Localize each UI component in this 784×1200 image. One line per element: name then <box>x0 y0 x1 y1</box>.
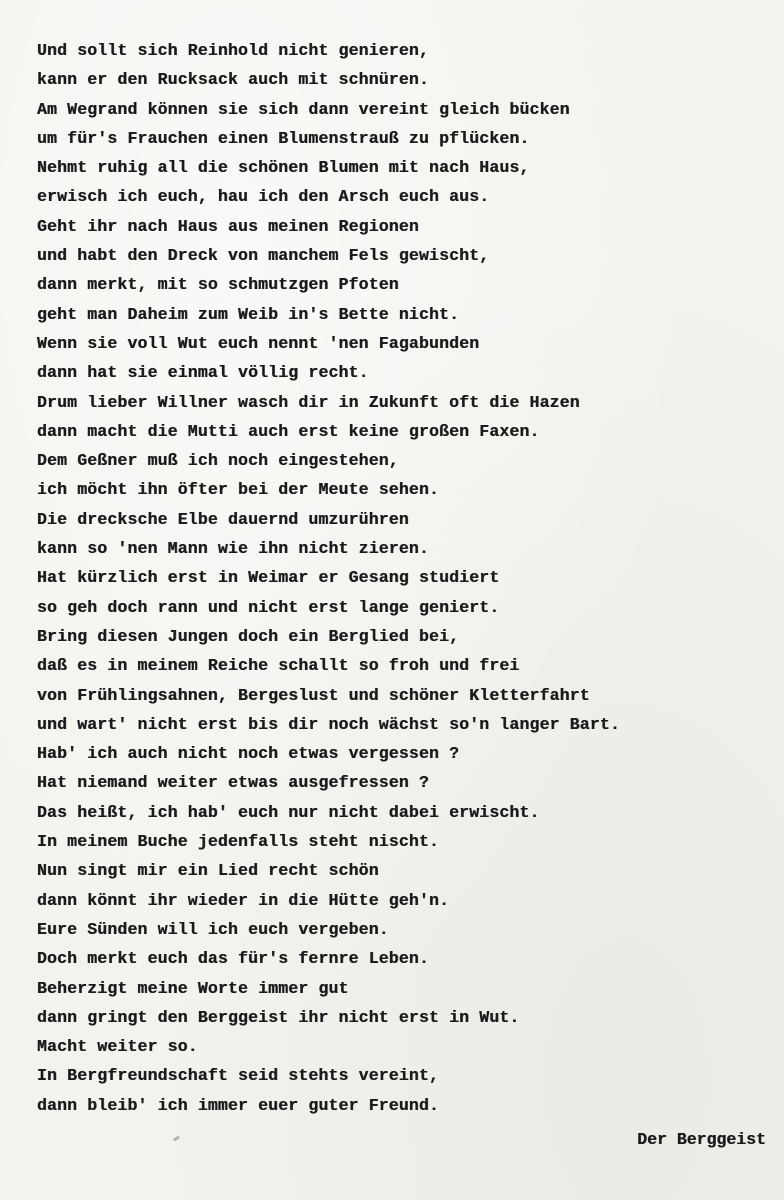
signature: Der Berggeist <box>637 1130 766 1149</box>
poem-line: Und sollt sich Reinhold nicht genieren, <box>37 41 430 60</box>
poem-line: Eure Sünden will ich euch vergeben. <box>37 919 389 939</box>
poem-line: Wenn sie voll Wut euch nennt 'nen Fagabunden <box>37 333 480 353</box>
poem-line: von Frühlingsahnen, Bergeslust und schöner Kletterfahrt <box>37 685 590 705</box>
poem-line: Nun singt mir ein Lied recht schön <box>37 861 379 881</box>
poem-line: ich möcht ihn öfter bei der Meute sehen. <box>37 480 440 500</box>
poem-line: Nehmt ruhig all die schönen Blumen mit nach Haus, <box>37 158 530 178</box>
poem-line: In Bergfreundschaft seid stehts vereint, <box>37 1066 440 1086</box>
poem-line: Hat niemand weiter etwas ausgefressen ? <box>37 773 430 793</box>
poem-line: kann so 'nen Mann wie ihn nicht zieren. <box>37 539 430 559</box>
poem-line: Geht ihr nach Haus aus meinen Regionen <box>37 216 419 236</box>
poem-line: dann gringt den Berggeist ihr nicht erst in Wut. <box>37 1007 520 1027</box>
poem-line: Bring diesen Jungen doch ein Berglied bei, <box>37 626 460 646</box>
poem-line: Beherzigt meine Worte immer gut <box>37 978 349 998</box>
poem-line: dann merkt, mit so schmutzgen Pfoten <box>37 275 399 295</box>
poem-line: In meinem Buche jedenfalls steht nischt. <box>37 832 440 852</box>
poem-line: Hab' ich auch nicht noch etwas vergessen ? <box>37 744 460 764</box>
poem-line: um für's Frauchen einen Blumenstrauß zu pflücken. <box>37 128 530 148</box>
poem-line: geht man Daheim zum Weib in's Bette nicht. <box>37 304 460 324</box>
poem-line: und wart' nicht erst bis dir noch wächst so'n langer Bart. <box>37 714 620 734</box>
poem-line: dann bleib' ich immer euer guter Freund. <box>37 1095 440 1115</box>
poem-line: dann hat sie einmal völlig recht. <box>37 363 369 383</box>
poem-line: Dem Geßner muß ich noch eingestehen, <box>37 451 399 471</box>
poem-line: Macht weiter so. <box>37 1037 198 1057</box>
poem-line: Das heißt, ich hab' euch nur nicht dabei erwischt. <box>37 802 540 822</box>
poem-line: kann er den Rucksack auch mit schnüren. <box>37 70 430 90</box>
paper-speck <box>173 1135 180 1141</box>
poem-line: daß es in meinem Reiche schallt so froh und frei <box>37 656 520 676</box>
poem-text <box>37 36 757 1120</box>
poem-line: und habt den Dreck von manchem Fels gewischt, <box>37 246 490 266</box>
poem-line: erwisch ich euch, hau ich den Arsch euch aus. <box>37 187 490 207</box>
poem-line: Die drecksche Elbe dauernd umzurühren <box>37 509 409 529</box>
poem-line: Hat kürzlich erst in Weimar er Gesang studiert <box>37 568 500 588</box>
poem-line: Am Wegrand können sie sich dann vereint gleich bücken <box>37 99 570 119</box>
poem-line: Doch merkt euch das für's fernre Leben. <box>37 949 430 969</box>
poem-line: so geh doch rann und nicht erst lange geniert. <box>37 597 500 617</box>
poem-line: dann könnt ihr wieder in die Hütte geh'n. <box>37 890 450 910</box>
poem-line: dann macht die Mutti auch erst keine großen Faxen. <box>37 421 540 441</box>
poem-line: Drum lieber Willner wasch dir in Zukunft oft die Hazen <box>37 392 580 412</box>
